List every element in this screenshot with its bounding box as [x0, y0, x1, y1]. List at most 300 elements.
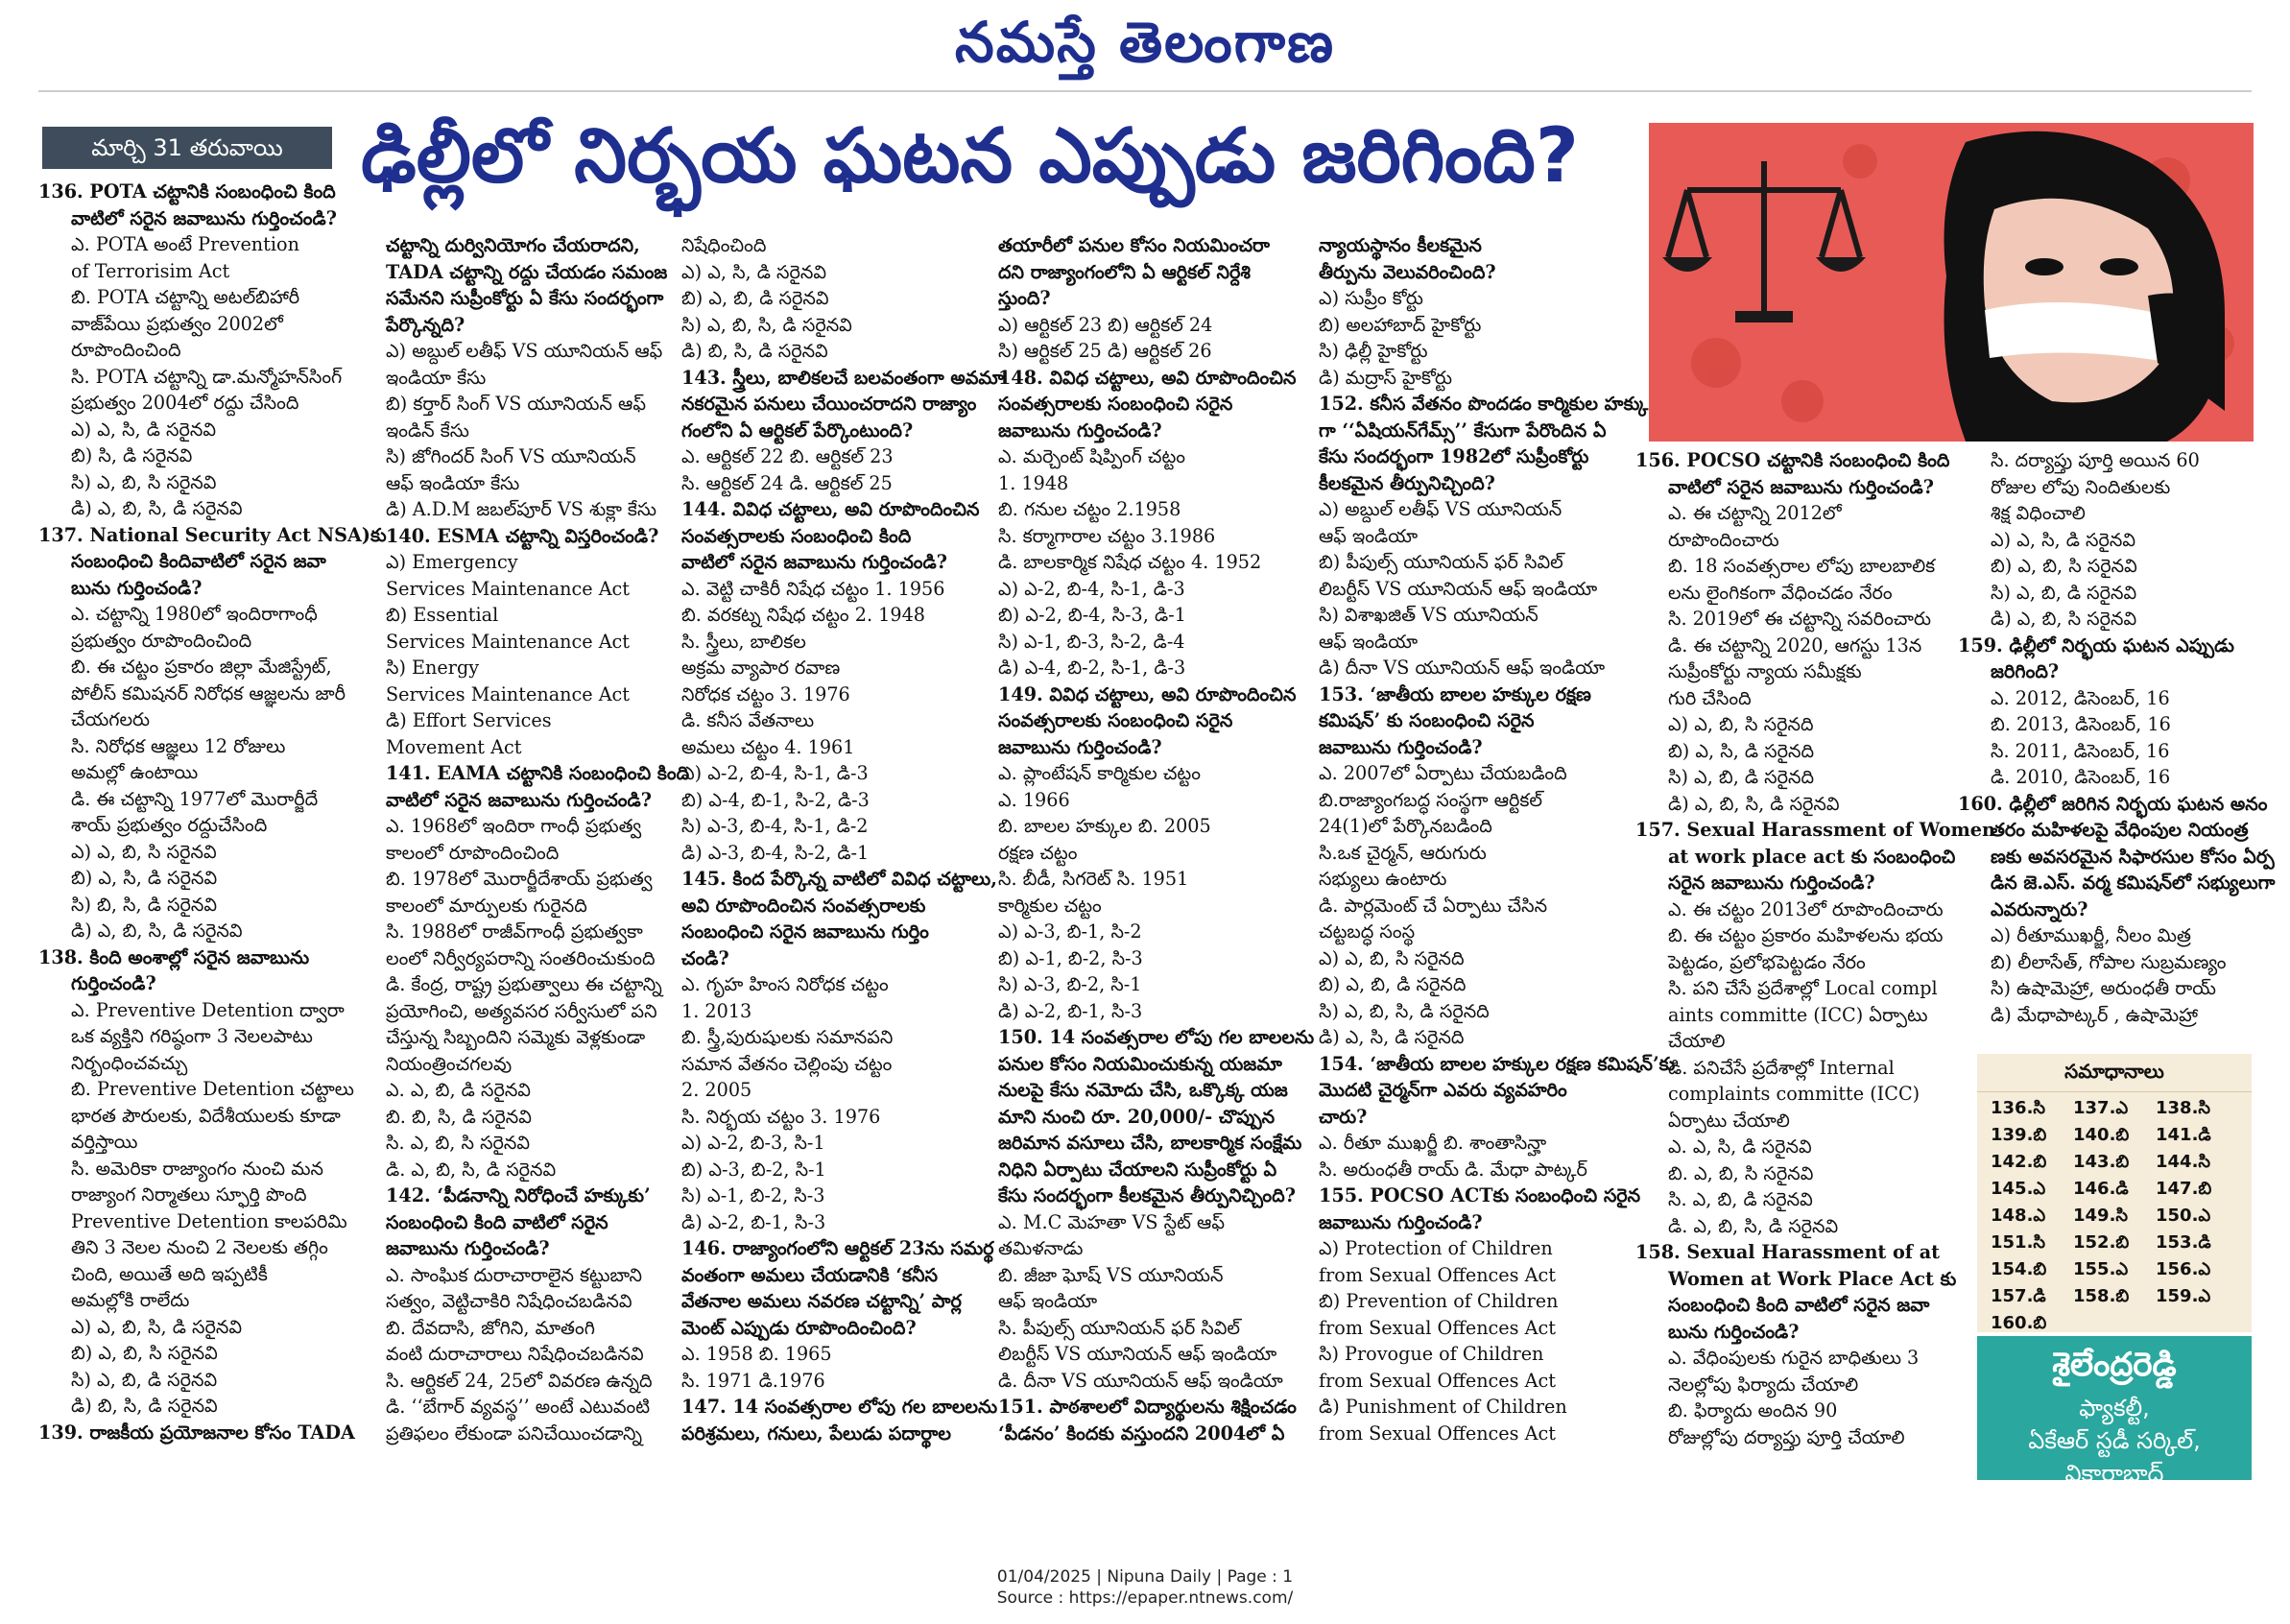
option-line: ఎ. రీతూ ముఖర్జీ బి. శాంతాసిన్హా: [1319, 1132, 1547, 1154]
question-line: 140. ESMA చట్టాన్ని విస్తరించండి?: [386, 524, 659, 547]
option-line: సి. 2011, డిసెంబర్, 16: [1991, 739, 2170, 762]
option-line: డి. బాలకార్మిక నిషేధ చట్టం 4. 1952: [998, 551, 1262, 573]
question-line: కమిషన్’ కు సంబంధించి సరైన: [1319, 709, 1535, 731]
question-line: జవాబును గుర్తించండి?: [1319, 735, 1483, 758]
option-line: లంలో నిర్వీర్యపరాన్ని సంతరించుకుంది: [386, 946, 656, 969]
answers-box: [1977, 1054, 2252, 1332]
option-line: ఎ) సుప్రీం కోర్టు: [1319, 287, 1423, 309]
option-line: డి. పార్లమెంట్ చే ఏర్పాటు చేసిన: [1319, 894, 1548, 917]
option-line: ఎ) Emergency: [386, 551, 518, 573]
question-line: జవాబును గుర్తించండి?: [386, 1237, 550, 1259]
option-line: సి. నిరోధక ఆజ్ఞలు 12 రోజులు: [71, 734, 286, 757]
masthead-logo: నమస్తే తెలంగాణ: [955, 10, 1335, 75]
question-line: 152. కనీస వేతనం పొందడం కార్మికుల హక్కు: [1319, 393, 1649, 415]
option-line: ఎ. ఎ, బి, డి సరైనవి: [386, 1079, 531, 1101]
header-divider: [38, 90, 2252, 92]
option-line: వంటి దురాచారాలు నిషేధించబడినవి: [386, 1343, 644, 1365]
option-line: బి. ఫిర్యాదు అందిన 90: [1668, 1399, 1838, 1421]
question-line: TADA చట్టాన్ని రద్దు చేయడం సమంజ: [386, 260, 668, 283]
option-line: ఎ. ప్లాంటేషన్ కార్మికుల చట్టం: [998, 762, 1201, 784]
option-line: నిరోధక చట్టం 3. 1976: [681, 682, 850, 705]
option-line: సమాన వేతనం చెల్లింపు చట్టం: [681, 1052, 893, 1075]
question-line: 139. రాజకీయ ప్రయోజనాల కోసం TADA: [38, 1421, 355, 1444]
question-line: కేసు సందర్భంగా కీలకమైన తీర్పునిచ్చింది?: [998, 1184, 1296, 1206]
answer-item: 160.బి: [1991, 1313, 2047, 1333]
option-line: ఆఫ్ ఇండియా: [998, 1290, 1098, 1312]
column-1: [38, 179, 387, 1467]
option-line: 24(1)లో పేర్కొనబడింది: [1319, 815, 1492, 837]
option-line: డి. కేంద్ర, రాష్ట్ర ప్రభుత్వాలు ఈ చట్టాన్ని: [386, 973, 662, 995]
answer-item: 140.బి: [2073, 1125, 2130, 1145]
question-line: అవి రూపొందించిన సంవత్సరాలకు: [681, 894, 926, 917]
illustration-photo: [1649, 123, 2254, 442]
option-line: పోలీస్ కమిషనర్ నిరోధక ఆజ్ఞలను జారీ: [71, 681, 346, 705]
question-line: మెంట్ ఎప్పుడు రూపొందించింది?: [681, 1316, 917, 1339]
option-line: ప్రభుత్వం 2004లో రద్దు చేసింది: [71, 392, 299, 414]
question-line: న్యాయస్థానం కీలకమైన: [1319, 234, 1482, 256]
question-line: వాటిలో సరైన జవాబును గుర్తించండి?: [1668, 475, 1934, 498]
option-line: సి. బీడీ, సిగరెట్ సి. 1951: [998, 868, 1189, 890]
footer-date-line: 01/04/2025 | Nipuna Daily | Page : 1: [996, 1567, 1294, 1587]
question-line: సంబంధించి కింది వాటిలో సరైన: [386, 1210, 608, 1233]
option-line: complaints committe (ICC): [1668, 1083, 1920, 1105]
option-line: కాలంలో మార్పులకు గురైనది: [386, 894, 587, 917]
column-7: [1958, 447, 2276, 1052]
answer-item: 159.ఎ: [2156, 1286, 2211, 1306]
question-line: జరిమాన వసూలు చేసి, బాలకార్మిక సంక్షేమ: [998, 1132, 1302, 1154]
answer-item: 154.బి: [1991, 1259, 2047, 1279]
option-line: అక్రమ వ్యాపార రవాణ: [681, 657, 841, 679]
option-line: బి. POTA చట్టాన్ని అటల్‌బిహారీ: [71, 286, 300, 308]
option-line: సి. ఆర్టికల్ 24 డి. ఆర్టికల్ 25: [681, 471, 893, 494]
option-line: బి) ఎ-4, బి-1, సి-2, డి-3: [681, 788, 870, 811]
option-line: సి. అమెరికా రాజ్యాంగం నుంచి మన: [71, 1157, 323, 1180]
option-line: సి. POTA చట్టాన్ని డా.మన్మోహన్‌సింగ్: [71, 365, 343, 388]
question-line: సంబంధించి కిందివాటిలో సరైన జవా: [71, 550, 326, 572]
question-line: చండి?: [681, 946, 729, 969]
question-line: చారు?: [1319, 1105, 1368, 1128]
answer-item: 148.ఎ: [1991, 1206, 2046, 1226]
question-line: నులపై కేసు నమోదు చేసి, ఒక్కొక్క యజ: [998, 1079, 1288, 1101]
option-line: డి) ఎ-4, బి-2, సి-1, డి-3: [998, 657, 1186, 679]
option-line: డి) Effort Services: [386, 709, 552, 731]
answer-item: 155.ఎ: [2073, 1259, 2129, 1279]
option-line: కార్మికుల చట్టం: [998, 894, 1102, 917]
question-line: నకరమైన పనులు చేయించరాదని రాజ్యాం: [681, 393, 977, 415]
option-line: బి. గనుల చట్టం 2.1958: [998, 498, 1181, 520]
continuation-badge: మార్చి 31 తరువాయి: [42, 127, 332, 169]
option-line: ఒక వ్యక్తిని గరిష్ఠంగా 3 నెలలపాటు: [71, 1025, 313, 1047]
option-line: చింది, అయితే అది ఇప్పటికీ: [71, 1262, 268, 1285]
question-line: స్తుంది?: [998, 287, 1051, 309]
option-line: శిక్ష విధించాలి: [1991, 502, 2086, 524]
option-line: ఎ) ఎ, బి, సి సరైనది: [1319, 946, 1465, 969]
question-line: 142. ‘పీడనాన్ని నిరోధించే హక్కుకు’: [386, 1184, 651, 1206]
option-line: from Sexual Offences Act: [1319, 1421, 1556, 1445]
option-line: ఎ) ఎ-2, బి-4, సి-1, డి-3: [998, 577, 1185, 600]
option-line: బి) ఎ, సి, డి సరైనది: [1668, 739, 1815, 762]
option-line: సి) ఎ, బి, డి సరైనవి: [71, 1368, 218, 1391]
option-line: సి) ఎ, బి, సి, డి సరైనవి: [681, 313, 852, 336]
option-line: డి. ‘‘బేగార్ వ్యవస్థ’’ అంటే ఎటువంటి: [386, 1396, 651, 1418]
option-line: 1. 1948: [998, 471, 1069, 494]
option-line: బి) ఎ, బి, డి సరైనది: [1319, 973, 1467, 995]
option-line: ఎ. M.C మెహతా VS స్టేట్ ఆఫ్: [998, 1210, 1225, 1233]
option-line: అమలు చట్టం 4. 1961: [681, 735, 855, 758]
question-line: 137. National Security Act NSA)కు: [38, 523, 387, 546]
option-line: 1. 2013: [681, 999, 752, 1022]
option-line: సి.ఒక చైర్మన్, ఆరుగురు: [1319, 841, 1487, 864]
answer-item: 145.ఎ: [1991, 1179, 2046, 1199]
option-line: నిర్బంధించవచ్చు: [71, 1051, 188, 1074]
author-box: [1977, 1336, 2252, 1487]
option-line: బి. జీజా ఘోష్ VS యూనియన్: [998, 1263, 1224, 1286]
question-line: 144. వివిధ చట్టాలు, అవి రూపొందించిన: [681, 498, 980, 520]
option-line: బి) ఎ-1, బి-2, సి-3: [998, 946, 1143, 969]
option-line: కాలంలో రూపొందించింది: [386, 841, 560, 864]
option-line: డి) ఎ-2, బి-1, సి-3: [681, 1210, 826, 1233]
option-line: బి) ఎ, సి, డి సరైనవి: [71, 867, 218, 889]
question-line: 138. కింది అంశాల్లో సరైన జవాబును: [38, 945, 310, 968]
footer-source-line: Source : https://epaper.ntnews.com/: [996, 1588, 1294, 1608]
question-line: సంబంధించి సరైన జవాబును గుర్తిం: [681, 920, 929, 943]
author-role: ఫ్యాకల్టీ,: [2079, 1395, 2150, 1421]
option-line: డి) బి, సి, డి సరైనవి: [681, 340, 828, 362]
option-line: డి) మేధాపాట్కర్ , ఉషామెహ్రా: [1991, 1003, 2198, 1026]
option-line: గురి చేసింది: [1668, 686, 1752, 709]
option-line: సి) ఎ, బి, డి సరైనది: [1668, 766, 1815, 788]
question-line: వేతనాల అమలు నవరణ చట్టాన్ని’ పార్ల: [681, 1290, 962, 1312]
option-line: ఎ) ఎ-3, బి-1, సి-2: [998, 920, 1142, 943]
option-line: బి) పీపుల్స్ యూనియన్ ఫర్ సివిల్: [1319, 551, 1563, 573]
option-line: ఎ. 1968లో ఇందిరా గాంధీ ప్రభుత్వ: [386, 815, 642, 837]
option-line: రక్షణ చట్టం: [998, 841, 1078, 864]
question-line: 157. Sexual Harassment of Women: [1635, 819, 1995, 841]
option-line: బి. స్త్రీ,పురుషులకు సమానపని: [681, 1026, 894, 1048]
option-line: ఎ) ఎ, సి, డి సరైనవి: [71, 418, 216, 441]
option-line: రూపొందించింది: [71, 339, 181, 361]
option-line: బి) ఎ, బి, సి సరైనవి: [71, 1342, 218, 1364]
option-line: సి) ఆర్టికల్ 25 డి) ఆర్టికల్ 26: [998, 340, 1212, 362]
question-line: పనుల కోసం నియమించుకున్న యజమా: [998, 1052, 1282, 1075]
answer-item: 152.బి: [2073, 1232, 2130, 1253]
option-line: డి. దీనా VS యూనియన్ ఆఫ్ ఇండియా: [998, 1369, 1283, 1392]
question-line: 151. పాఠశాలలో విద్యార్థులను శిక్షించడం: [998, 1396, 1297, 1418]
option-line: బి) ఎ, బి, డి సరైనవి: [681, 287, 829, 309]
column-3: [681, 232, 1004, 1467]
option-line: బి) లీలాసేత్, గోపాల సుబ్రమణ్యం: [1991, 950, 2227, 973]
column-4: [998, 232, 1315, 1467]
option-line: ఎ. ఈ చట్టాన్ని 2012లో: [1668, 502, 1842, 524]
option-line: ప్రభుత్వం రూపొందించింది: [71, 629, 252, 652]
option-line: పెట్టడం, ప్రలోభపెట్టడం నేరం: [1668, 950, 1866, 973]
option-line: బి) Essential: [386, 604, 499, 626]
option-line: ఇండిన్ కేసు: [386, 418, 469, 442]
option-line: సత్వం, వెట్టిచాకిరి నిషేధించబడినవి: [386, 1290, 632, 1312]
option-line: వాజ్‌పేయి ప్రభుత్వం 2002లో: [71, 312, 283, 335]
option-line: బి. దేవదాసి, జోగిని, మాతంగి: [386, 1316, 595, 1339]
question-line: ఎవరున్నారు?: [1991, 897, 2088, 920]
option-line: సి. దర్యాప్తు పూర్తి అయిన 60: [1991, 449, 2200, 471]
answer-item: 141.డి: [2156, 1125, 2211, 1145]
question-line: వాటిలో సరైన జవాబును గుర్తించండి?: [71, 206, 337, 229]
question-line: గా ‘‘ఏషియన్‌గేమ్స్’’ కేసుగా పేరొందిన ఏ: [1319, 418, 1607, 442]
option-line: సి. అరుంధతీ రాయ్ డి. మేధా పాట్కర్: [1319, 1158, 1587, 1181]
question-line: బును గుర్తించండి?: [1668, 1320, 1800, 1343]
question-line: నిధిని ఏర్పాటు చేయాలని సుప్రీంకోర్టు ఏ: [998, 1158, 1277, 1181]
justice-gag-illustration-icon: [1649, 123, 2254, 442]
option-line: డి. ఈ చట్టాన్ని 1977లో మొరార్జీదే: [71, 787, 319, 810]
option-line: సి. పని చేసే ప్రదేశాల్లో Local compl: [1668, 977, 1938, 999]
option-line: చట్టబద్ధ సంస్థ: [1319, 920, 1416, 943]
option-line: సి. 2019లో ఈ చట్టాన్ని సవరించారు: [1668, 608, 1931, 630]
answers-grid: [1977, 1092, 2252, 1343]
option-line: సి) ఎ, బి, డి సరైనవి: [1991, 581, 2137, 604]
answer-item: 149.సి: [2073, 1206, 2129, 1226]
question-line: ‘పీడనం’ కిందకు వస్తుందని 2004లో ఏ: [998, 1421, 1285, 1445]
option-line: ఎ) ఆర్టికల్ 23 బి) ఆర్టికల్ 24: [998, 313, 1213, 336]
option-line: బి) Prevention of Children: [1319, 1290, 1559, 1312]
option-line: ఆఫ్ ఇండియా కేసు: [386, 471, 520, 494]
article-headline: ఢిల్లీలో నిర్భయ ఘటన ఎప్పుడు జరిగింది?: [361, 113, 1580, 200]
answer-item: 142.బి: [1991, 1152, 2047, 1172]
option-line: డి) ఎ-2, బి-1, సి-3: [998, 999, 1143, 1022]
option-line: రోజుల లోపు నిందితులకు: [1991, 475, 2171, 498]
option-line: వర్తిస్తాయి: [71, 1131, 138, 1153]
option-line: సుప్రీంకోర్టు న్యాయ సమీక్షకు: [1668, 660, 1862, 682]
option-line: ఆఫ్ ఇండియా: [1319, 524, 1419, 547]
option-line: సి. పీపుల్స్ యూనియన్ ఫర్ సివిల్: [998, 1316, 1241, 1339]
question-line: సరైన జవాబును గుర్తించండి?: [1668, 872, 1875, 894]
column-5: [1319, 232, 1676, 1467]
question-line: డిన జె.ఎస్. వర్మ కమిషన్‌లో సభ్యులుగా: [1991, 872, 2276, 894]
question-line: జవాబును గుర్తించండి?: [998, 735, 1162, 758]
option-line: ఎ) అబ్దుల్ లతీఫ్ VS యూనియన్ ఆఫ్: [386, 340, 663, 362]
answer-item: 144.సి: [2156, 1152, 2211, 1172]
answer-item: 147.బి: [2156, 1179, 2212, 1199]
answer-item: 153.డి: [2156, 1232, 2211, 1253]
question-line: 149. వివిధ చట్టాలు, అవి రూపొందించిన: [998, 682, 1297, 705]
option-line: బి. Preventive Detention చట్టాలు: [71, 1078, 354, 1100]
option-line: బి) అలహాబాద్ హైకోర్టు: [1319, 313, 1482, 336]
question-line: కీలకమైన తీర్పునిచ్చింది?: [1319, 471, 1495, 494]
question-line: పరిశ్రమలు, గనులు, పేలుడు పదార్థాల: [681, 1421, 951, 1445]
option-line: ఇండియా కేసు: [386, 366, 487, 389]
option-line: తిని 3 నెలల నుంచి 2 నెలలకు తగ్గిం: [71, 1236, 328, 1258]
option-line: సి) ఎ-3, బి-4, సి-1, డి-2: [681, 815, 869, 837]
option-line: సి) ఎ, బి, సి సరైనవి: [71, 470, 217, 493]
option-line: సి) జోగిందర్ సింగ్ VS యూనియన్: [386, 445, 636, 467]
option-line: సి) ఎ-1, బి-3, సి-2, డి-4: [998, 630, 1185, 653]
option-line: లను లైంగికంగా వేధించడం నేరం: [1668, 581, 1893, 604]
option-line: బి. 18 సంవత్సరాల లోపు బాలబాలిక: [1668, 555, 1936, 577]
option-line: ఎ. మర్చెంట్ షిప్పింగ్ చట్టం: [998, 445, 1185, 467]
option-line: డి) A.D.M జబల్‌పూర్ VS శుక్లా కేసు: [386, 498, 657, 520]
question-line: తరం మహిళలపై వేధింపుల నియంత్ర: [1991, 819, 2249, 841]
question-line: జవాబును గుర్తించండి?: [1319, 1210, 1483, 1233]
question-line: 147. 14 సంవత్సరాల లోపు గల బాలలను: [681, 1396, 998, 1418]
answers-title: సమాధానాలు: [1977, 1054, 2252, 1092]
option-line: లిబర్టీస్ VS యూనియన్ ఆఫ్ ఇండియా: [998, 1343, 1277, 1365]
option-line: ఎ) Protection of Children: [1319, 1237, 1553, 1259]
option-line: of Terrorisim Act: [71, 259, 230, 282]
option-line: సి) ఎ, బి, సి, డి సరైనది: [1319, 999, 1490, 1022]
author-name: శైలేంద్రరెడ్డి: [2052, 1346, 2177, 1384]
option-line: రూపొందించారు: [1668, 528, 1779, 551]
option-line: డి) బి, సి, డి సరైనవి: [71, 1395, 218, 1417]
question-line: 153. ‘జాతీయ బాలల హక్కుల రక్షణ: [1319, 682, 1591, 705]
answer-item: 157.డి: [1991, 1286, 2046, 1306]
option-line: డి) Punishment of Children: [1319, 1396, 1567, 1418]
answer-item: 137.ఎ: [2073, 1098, 2129, 1118]
option-line: ప్రయోగించి, అత్యవసర సర్వీసులో పని: [386, 999, 657, 1022]
option-line: బి) ఎ-3, బి-2, సి-1: [681, 1158, 826, 1181]
option-line: ఎ. POTA అంటే Prevention: [71, 233, 299, 255]
option-line: సి) Provogue of Children: [1319, 1343, 1544, 1365]
question-line: కేసు సందర్భంగా 1982లో సుప్రీంకోర్టు: [1319, 445, 1589, 467]
option-line: లిబర్టీస్ VS యూనియన్ ఆఫ్ ఇండియా: [1319, 577, 1598, 600]
column-6: [1635, 447, 1995, 1467]
option-line: ఎ. Preventive Detention ద్వారా: [71, 998, 345, 1021]
option-line: చేయగలరు: [71, 708, 151, 730]
option-line: బి) ఎ-2, బి-4, సి-3, డి-1: [998, 604, 1186, 626]
question-line: వాటిలో సరైన జవాబును గుర్తించండి?: [681, 551, 947, 573]
question-line: వాటిలో సరైన జవాబును గుర్తించండి?: [386, 788, 652, 811]
question-line: 141. EAMA చట్టానికి సంబంధించి కింది: [386, 762, 690, 784]
question-line: పేర్కొన్నది?: [386, 313, 465, 336]
option-line: డి) ఎ, బి, సి, డి సరైనవి: [1668, 792, 1840, 815]
option-line: డి. ఎ, బి, సి, డి సరైనవి: [386, 1158, 557, 1181]
option-line: ఏర్పాటు చేయాలి: [1668, 1109, 1790, 1132]
question-line: సంవత్సరాలకు సంబంధించి కింది: [681, 524, 912, 547]
question-line: సంబంధించి కింది వాటిలో సరైన జవా: [1668, 1294, 1930, 1316]
answer-item: 151.సి: [1991, 1232, 2046, 1253]
answer-item: 138.సి: [2156, 1098, 2211, 1118]
option-line: బి. 2013, డిసెంబర్, 16: [1991, 713, 2171, 735]
question-line: 143. స్త్రీలు, బాలికలచే బలవంతంగా అవమా: [681, 366, 1004, 389]
option-line: సి) బి, సి, డి సరైనవి: [71, 893, 217, 916]
option-line: సి) విశాఖజిత్ VS యూనియన్: [1319, 604, 1539, 626]
column-2: [386, 232, 690, 1467]
answer-item: 150.ఎ: [2156, 1206, 2211, 1226]
option-line: బి. బాలల హక్కుల బి. 2005: [998, 815, 1211, 837]
option-line: ఎ. వెట్టి చాకిరీ నిషేధ చట్టం 1. 1956: [681, 577, 945, 600]
question-line: గంలోని ఏ ఆర్టికల్ పేర్కొంటుంది?: [681, 418, 914, 442]
option-line: అమల్లోకి రాలేదు: [71, 1289, 190, 1311]
option-line: ఎ. 1966: [998, 788, 1070, 811]
option-line: బి) సి, డి సరైనవి: [71, 444, 193, 466]
question-line: దని రాజ్యాంగంలోని ఏ ఆర్టికల్ నిర్దేశి: [998, 260, 1251, 283]
option-line: aints committe (ICC) ఏర్పాటు: [1668, 1003, 1928, 1026]
question-line: 136. POTA చట్టానికి సంబంధించి కింది: [38, 180, 336, 203]
option-line: Preventive Detention కాలపరిమి: [71, 1209, 347, 1232]
option-line: నియంత్రించగలవు: [386, 1052, 513, 1075]
option-line: ఎ) ఎ, సి, డి సరైనవి: [1991, 528, 2135, 551]
question-line: మాని నుంచి రూ. 20,000/- చొప్పున: [998, 1105, 1276, 1128]
option-line: ఎ) ఎ-2, బి-4, సి-1, డి-3: [681, 762, 869, 784]
question-line: సంవత్సరాలకు సంబంధించి సరైన: [998, 393, 1233, 415]
option-line: డి. ఎ, బి, సి, డి సరైనవి: [1668, 1214, 1839, 1237]
option-line: సి. నిర్భయ చట్టం 3. 1976: [681, 1105, 881, 1128]
option-line: Services Maintenance Act: [386, 682, 631, 705]
option-line: Movement Act: [386, 735, 522, 758]
question-line: తయారీలో పనుల కోసం నియమించరా: [998, 234, 1271, 256]
answer-item: 136.సి: [1991, 1098, 2046, 1118]
option-line: from Sexual Offences Act: [1319, 1316, 1556, 1339]
option-line: ఎ. 2007లో ఏర్పాటు చేయబడింది: [1319, 762, 1567, 784]
option-line: డి. పనిచేసే ప్రదేశాల్లో Internal: [1668, 1056, 1895, 1079]
option-line: డి) ఎ, బి, సి, డి సరైనవి: [71, 497, 243, 519]
option-line: డి. కనీస వేతనాలు: [681, 709, 815, 731]
option-line: ఎ) ఎ, సి, డి సరైనవి: [681, 260, 826, 283]
option-line: ఎ) అబ్దుల్ లతీఫ్ VS యూనియన్: [1319, 498, 1562, 520]
answer-item: 158.బి: [2073, 1286, 2130, 1306]
option-line: from Sexual Offences Act: [1319, 1369, 1556, 1392]
option-line: 2. 2005: [681, 1079, 752, 1101]
option-line: తమిళనాడు: [998, 1237, 1084, 1259]
option-line: Services Maintenance Act: [386, 630, 631, 653]
option-line: బి. బి, సి, డి సరైనవి: [386, 1105, 532, 1128]
question-line: 148. వివిధ చట్టాలు, అవి రూపొందించిన: [998, 366, 1297, 389]
question-line: బును గుర్తించండి?: [71, 576, 203, 599]
option-line: బి. ఈ చట్టం ప్రకారం మహిళలను భయ: [1668, 924, 1944, 946]
question-line: చట్టాన్ని దుర్వినియోగం చేయరాదని,: [386, 234, 640, 256]
question-line: 156. POCSO చట్టానికి సంబంధించి కింది: [1635, 449, 1950, 471]
option-line: భారత పౌరులకు, విదేశీయులకు కూడా: [71, 1104, 341, 1127]
question-line: తీర్పును వెలువరించింది?: [1319, 260, 1496, 283]
option-line: ఎ. గృహ హింస నిరోధక చట్టం: [681, 973, 889, 995]
option-line: బి. ఈ చట్టం ప్రకారం జిల్లా మేజిస్ట్రేట్,: [71, 656, 332, 678]
option-line: ఎ) ఎ, బి, సి, డి సరైనవి: [71, 1315, 242, 1338]
option-line: సి. కర్మాగారాల చట్టం 3.1986: [998, 524, 1216, 547]
option-line: నెలల్లోపు ఫిర్యాదు చేయాలి: [1668, 1373, 1859, 1396]
option-line: రోజుల్లోపు దర్యాప్తు పూర్తి చేయాలి: [1668, 1425, 1905, 1448]
option-line: చేయాలి: [1668, 1030, 1726, 1052]
option-line: ఎ. వేధింపులకు గురైన బాధితులు 3: [1668, 1347, 1920, 1369]
option-line: రాజ్యాంగ నిర్మాతలు స్ఫూర్తి పొంది: [71, 1183, 307, 1206]
answer-item: 146.డి: [2073, 1179, 2129, 1199]
option-line: శాయ్ ప్రభుత్వం రద్దుచేసింది: [71, 814, 268, 836]
option-line: from Sexual Offences Act: [1319, 1263, 1556, 1286]
option-line: Services Maintenance Act: [386, 577, 631, 600]
option-line: ఎ. 1958 బి. 1965: [681, 1343, 832, 1365]
option-line: ఎ) ఎ, బి, సి సరైనవి: [71, 840, 217, 863]
question-line: జరిగింది?: [1991, 660, 2060, 682]
question-line: at work place act కు సంబంధించి: [1668, 845, 1956, 868]
option-line: ఎ. ఈ చట్టం 2013లో రూపొందించారు: [1668, 897, 1944, 920]
option-line: ఎ. 2012, డిసెంబర్, 16: [1991, 686, 2170, 709]
option-line: ఎ. చట్టాన్ని 1980లో ఇందిరాగాంధీ: [71, 603, 318, 625]
option-line: సి. స్త్రీలు, బాలికల: [681, 630, 806, 653]
option-line: ఎ. సాంఘిక దురాచారాలైన కట్టుబాని: [386, 1263, 642, 1286]
question-line: Women at Work Place Act కు: [1668, 1267, 1957, 1290]
option-line: సి) ఢిల్లీ హైకోర్టు: [1319, 340, 1428, 362]
question-line: సంవత్సరాలకు సంబంధించి సరైన: [998, 709, 1233, 731]
question-line: 146. రాజ్యాంగంలోని ఆర్టికల్ 23ను సమర్థ: [681, 1237, 994, 1259]
question-line: 155. POCSO ACTకు సంబంధించి సరైన: [1319, 1184, 1641, 1206]
option-line: ఎ. ఆర్టికల్ 22 బి. ఆర్టికల్ 23: [681, 445, 894, 467]
option-line: సి) ఉషామెహ్రా, అరుంధతీ రాయ్: [1991, 977, 2216, 999]
option-line: డి) ఎ, బి, సి సరైనవి: [1991, 608, 2137, 630]
option-line: సి. ఆర్టికల్ 24, 25లో వివరణ ఉన్నది: [386, 1369, 653, 1392]
option-line: సి) Energy: [386, 657, 480, 679]
option-line: ఎ. ఎ, సి, డి సరైనవి: [1668, 1135, 1812, 1158]
question-line: జవాబును గుర్తించండి?: [998, 418, 1162, 442]
option-line: డి) మద్రాస్ హైకోర్టు: [1319, 366, 1453, 389]
option-line: డి) ఎ, సి, డి సరైనది: [1319, 1026, 1465, 1048]
option-line: ఎ) ఎ, బి, సి సరైనది: [1668, 713, 1814, 735]
option-line: డి) దీనా VS యూనియన్ ఆఫ్ ఇండియా: [1319, 657, 1606, 679]
